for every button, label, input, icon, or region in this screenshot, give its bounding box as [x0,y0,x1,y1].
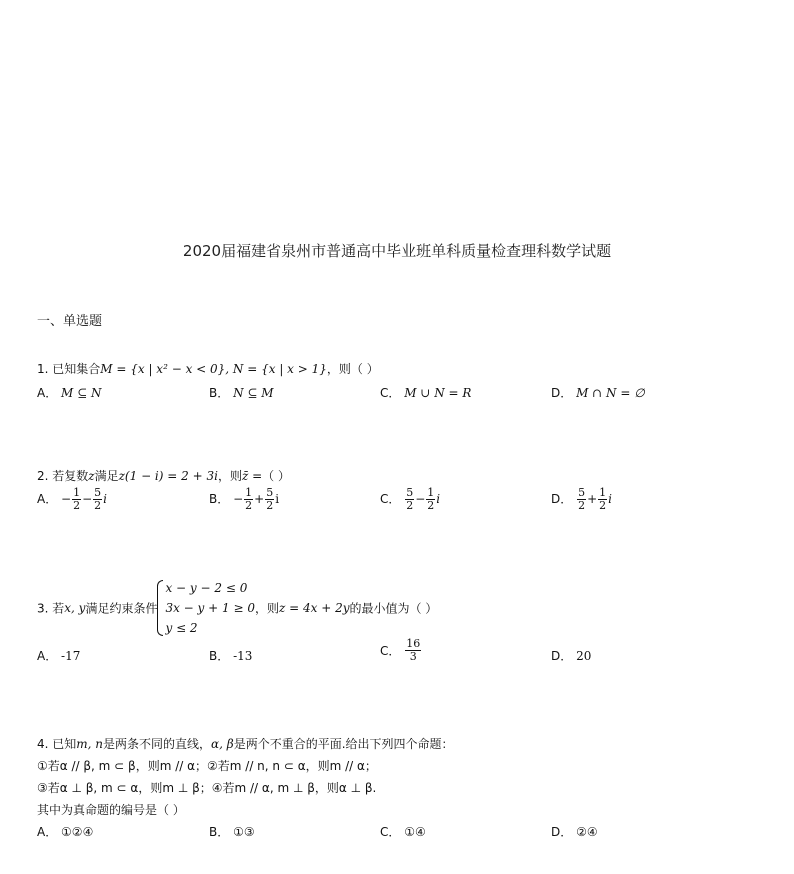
q1-option-b[interactable] [209,384,274,401]
sign: − [233,492,244,506]
denominator: 2 [599,499,607,512]
q3-objective: z = 4x + 2y [279,601,350,615]
fraction [265,487,274,512]
q4-option-c[interactable] [380,823,426,840]
fraction [93,487,102,512]
option-label: D． [551,492,573,506]
imaginary-unit: i [103,492,108,506]
constraint-line: x − y − 2 ≤ 0 [165,581,248,595]
numerator: 1 [73,486,81,499]
q1-prefix: 1. 已知集合 [37,362,101,376]
q1-option-a[interactable] [37,384,102,401]
q2-suffix: （ ） [262,469,290,483]
numerator: 5 [266,486,274,499]
q2-mid: 满足 [94,469,119,483]
option-text: ②④ [576,825,598,839]
q1-option-c[interactable] [380,384,471,401]
option-label: C． [380,492,401,506]
option-label: D． [551,825,573,839]
denominator: 2 [73,499,81,512]
q2-conjugate: z̄ = [241,469,263,483]
denominator: 2 [94,499,102,512]
denominator: 2 [427,499,435,512]
option-text: M ∩ N = ∅ [576,386,645,400]
imaginary-unit: i [275,492,280,506]
q2-option-b[interactable] [209,487,279,512]
option-label: C． [380,825,401,839]
q1-set-n: , N = {x | x > 1} [225,362,327,376]
question-3 [37,578,437,638]
sign: + [254,492,265,506]
numerator: 1 [427,486,435,499]
q3-vars: x, y [64,601,86,615]
option-text: ①②④ [61,825,94,839]
q2-option-c[interactable] [380,487,440,512]
constraint-system [157,578,255,638]
question-4-line-4: 其中为真命题的编号是（ ） [37,803,185,817]
q4-option-a[interactable] [37,823,93,840]
q4-planes-vars: α, β [211,737,234,751]
option-label: B． [209,492,230,506]
question-4-line-1 [37,735,454,752]
q3-option-c[interactable] [380,638,422,663]
q1-set-m: M = {x | x² − x < 0} [100,362,226,376]
q4-text: 是两个不重合的平面.给出下列四个命题： [233,737,454,751]
denominator: 3 [409,650,417,663]
option-text: M ∪ N = R [404,386,472,400]
option-text: M ⊆ N [61,386,102,400]
option-label: B． [209,386,230,400]
q4-text: 是两条不同的直线， [103,737,212,751]
denominator: 2 [578,499,586,512]
q3-option-d[interactable] [551,647,591,664]
q1-option-d[interactable] [551,384,645,401]
option-label: A． [37,492,58,506]
page-title: 2020届福建省泉州市普通高中毕业班单科质量检查理科数学试题 [182,242,612,260]
fraction [577,487,586,512]
section-heading: 一、单选题 [37,314,103,329]
numerator: 5 [578,486,586,499]
q3-mid: 满足约束条件 [85,601,158,616]
imaginary-unit: i [608,492,612,506]
q4-option-d[interactable] [551,823,598,840]
q2-option-a[interactable] [37,487,107,512]
option-text: -13 [233,649,253,663]
question-4-line-2: ①若α // β, m ⊂ β，则m // α；②若m // n, n ⊂ α，则m // α； [37,759,377,773]
q4-text: 4. 已知 [37,737,77,751]
q4-lines-vars: m, n [76,737,104,751]
option-label: D． [551,649,573,663]
q2-option-d[interactable] [551,487,612,512]
fraction [72,487,81,512]
q2-var: z [88,469,95,483]
q1-suffix: ，则（ ） [326,362,379,376]
question-4-line-3: ③若α ⊥ β, m ⊂ α，则m ⊥ β；④若m // α, m ⊥ β，则α ⊥ β. [37,781,377,795]
q3-option-b[interactable] [209,647,252,664]
q3-mid2: ，则 [254,601,279,616]
fraction [426,487,435,512]
denominator: 2 [245,499,253,512]
option-text: 20 [576,649,592,663]
imaginary-unit: i [436,492,441,506]
option-label: D． [551,386,573,400]
numerator: 5 [94,486,102,499]
q2-equation: z(1 − i) = 2 + 3i [118,469,218,483]
q3-suffix: 的最小值为（ ） [349,601,438,616]
fraction [244,487,253,512]
option-label: A． [37,386,58,400]
option-text: N ⊆ M [233,386,274,400]
option-text: ①④ [404,825,426,839]
q2-mid2: ，则 [217,469,242,483]
numerator: 1 [245,486,253,499]
q3-prefix: 3. 若 [37,601,65,616]
option-label: A． [37,825,58,839]
option-label: A． [37,649,58,663]
numerator: 1 [599,486,607,499]
sign: − [415,492,426,506]
q3-option-a[interactable] [37,647,80,664]
option-label: B． [209,649,230,663]
option-text: -17 [61,649,81,663]
fraction [598,487,607,512]
option-label: C． [380,644,401,658]
fraction [405,487,414,512]
question-2 [37,467,290,484]
fraction [405,638,421,663]
option-text: ①③ [233,825,255,839]
option-label: B． [209,825,230,839]
denominator: 2 [266,499,274,512]
option-label: C． [380,386,401,400]
constraint-line: y ≤ 2 [165,621,198,635]
sign: + [587,492,598,506]
sign: − [82,492,93,506]
question-1 [37,360,379,377]
denominator: 2 [406,499,414,512]
constraint-line: 3x − y + 1 ≥ 0 [165,601,255,615]
numerator: 5 [406,486,414,499]
sign: − [61,492,72,506]
numerator: 16 [406,637,421,650]
q4-option-b[interactable] [209,823,255,840]
q2-prefix: 2. 若复数 [37,469,89,483]
